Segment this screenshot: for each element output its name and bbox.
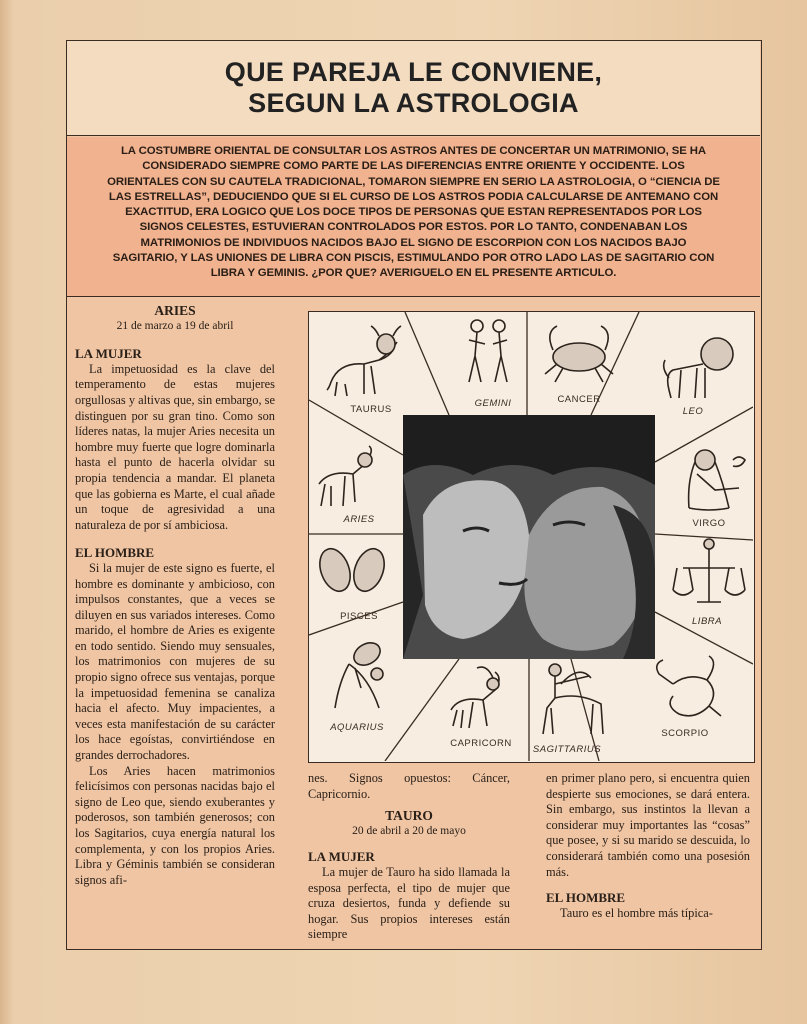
article-frame (66, 40, 762, 950)
aries-icon (319, 446, 372, 506)
aries-dates: 21 de marzo a 19 de abril (116, 319, 234, 332)
tauro-mujer-text: La mujer de Tauro ha sido llamada la esposa perfecta, el tipo de mujer que cruza desiertos, funda y defiende su hogar. Sus propios intereses están siempre (308, 864, 510, 942)
leo-icon (664, 338, 733, 398)
aquarius-icon (335, 638, 384, 708)
tauro-mujer-continuation: en primer plano pero, si encuentra quien despierte sus emociones, se dará entera. Sin embargo, sus instintos la llevan a considerar muy importantes las “cosas” que posee, y si su marido se descuida, lo considerará también como una posesión más. (546, 771, 750, 879)
cancer-icon (545, 326, 613, 382)
label-cancer: CANCER (557, 394, 601, 405)
label-gemini: GEMINI (474, 398, 512, 409)
gemini-icon (469, 320, 507, 382)
label-virgo: VIRGO (692, 518, 726, 529)
label-taurus: TAURUS (350, 404, 392, 415)
label-capricorn: CAPRICORN (450, 738, 512, 749)
sagittarius-icon (543, 664, 603, 734)
taurus-icon (327, 326, 401, 396)
label-aries: ARIES (343, 514, 375, 525)
article-title (225, 57, 602, 119)
title-box (67, 41, 760, 136)
tauro-dates: 20 de abril a 20 de mayo (352, 824, 466, 837)
intro-text: LA COSTUMBRE ORIENTAL DE CONSULTAR LOS ASTROS ANTES DE CONCERTAR UN MATRIMONIO, SE HA CONSIDERADO SIEMPRE COMO PARTE DE LAS DIFERENCIAS ENTRE ORIENTE Y OCCIDENTE. LOS ORIENTALES CON SU CAUTELA TRADICIONAL, TOMARON SIEMPRE EN SERIO LA ASTROLOGIA, O “CIENCIA DE LAS ESTRELLAS”, DEDUCIENDO QUE SI EL CURSO DE LOS ASTROS PODIA CALCULARSE DE ANTEMANO CON EXACTITUD, ERA LOGICO QUE LOS DOCE TIPOS DE PERSONAS QUE ESTAN REPRESENTADOS POR LOS SIGNOS CELESTES, ESTUVIERAN CONTROLADOS POR ESTOS. POR LO TANTO, CONDENABAN LOS MATRIMONIOS DE INDIVIDUOS NACIDOS BAJO EL SIGNO DE ESCORPION CON LOS NACIDOS BAJO SAGITARIO, Y LAS UNIONES DE LIBRA CON PISCIS, ESTIMULANDO POR OTRO LADO LAS DE SAGITARIO CON LIBRA Y GEMINIS. ¿POR QUE? AVERIGUELO EN EL PRESENTE ARTICULO. (107, 145, 720, 280)
intro-box (67, 137, 760, 297)
aries-mujer-heading: LA MUJER (75, 346, 142, 362)
tauro-heading: TAURO (385, 808, 433, 824)
label-leo: LEO (682, 406, 704, 417)
libra-icon (673, 539, 745, 602)
aries-mujer-text: La impetuosidad es la clave del temperamento de estas mujeres orgullosas y altivas que, sin embargo, se distinguen por su gran tino. Como son líderes natas, la mujer Aries necesita un hombre muy fuerte que logre dominarla hasta el punto de hacerla olvidar su propia tendencia a mandar. El planeta que las gobierna es Marte, el cual añade un toque de agresividad a una naturaleza de por sí ambiciosa. (75, 361, 275, 532)
column-aries (75, 303, 275, 888)
zodiac-illustration (308, 311, 755, 763)
aries-continuation: nes. Signos opuestos: Cáncer, Capricornio. (308, 771, 510, 801)
label-sagittarius: SAGITTARIUS (532, 744, 602, 755)
label-pisces: PISCES (340, 611, 378, 622)
column-tauro (308, 771, 510, 943)
label-libra: LIBRA (692, 616, 722, 627)
couple-photo (403, 415, 655, 659)
tauro-hombre-heading: EL HOMBRE (546, 890, 626, 906)
title-line-2: SEGUN LA ASTROLOGIA (248, 88, 579, 118)
capricorn-icon (451, 667, 499, 728)
virgo-icon (689, 450, 745, 510)
aries-hombre-text-1: Si la mujer de este signo es fuerte, el hombre es dominante y ambicioso, con impulsos constantes, que a veces se diluyen en sus variados intereses. Como marido, el hombre de Aries es exigente en todo sentido. Siendo muy sensuales, los matrimonios con mujeres de su propio signo ofrece sus ventajas, porque la impetuosidad femenina se canaliza hacia el afecto. Muy impacientes, a veces esta manifestación de su carácter los hace egoístas, convirtiéndose en grandes derrochadores. (75, 560, 275, 763)
tauro-hombre-text: Tauro es el hombre más típica- (560, 905, 713, 920)
pisces-icon (314, 545, 389, 596)
aries-heading: ARIES (154, 303, 196, 318)
title-line-1: QUE PAREJA LE CONVIENE, (224, 57, 603, 87)
aries-hombre-heading: EL HOMBRE (75, 545, 155, 561)
label-scorpio: SCORPIO (661, 728, 709, 739)
scorpio-icon (657, 656, 721, 716)
tauro-mujer-heading: LA MUJER (308, 849, 375, 865)
label-aquarius: AQUARIUS (330, 722, 384, 733)
column-tauro-cont (546, 771, 750, 921)
aries-hombre-text-2: Los Aries hacen matrimonios felicísimos con personas nacidas bajo el signo de Leo que, siendo exuberantes y poderosos, son también generosos; con los Sagitarios, cuya energía natural los complementa, y con los propios Aries. Libra y Géminis también se consideran signos afi- (75, 763, 275, 887)
